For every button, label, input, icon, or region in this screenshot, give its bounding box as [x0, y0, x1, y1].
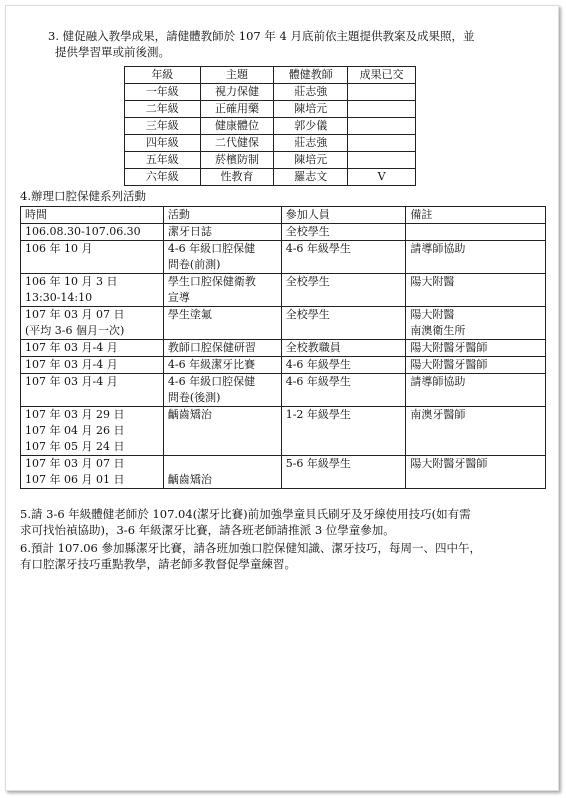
table-header-row — [21, 207, 546, 224]
section6-line1: 6.預計 107.06 參加縣潔牙比賽，請各班加強口腔保健知識、潔牙技巧，每周一、四中午， — [20, 541, 482, 555]
cell-line: 問卷(前測) — [167, 258, 221, 271]
table-cell — [281, 374, 406, 407]
table-header-row — [125, 67, 416, 84]
section3-line1: 3. 健促融入教學成果，請健體教師於 107 年 4 月底前依主題提供教案及成果照，並 — [48, 29, 475, 43]
table-cell — [163, 374, 281, 407]
table-cell — [163, 456, 281, 489]
cell-line: 107 年 03 月 07 日 — [25, 308, 125, 321]
table-row — [125, 169, 416, 186]
table-cell — [406, 274, 546, 307]
cell-line: 全校學生 — [285, 308, 330, 321]
document-page — [5, 5, 559, 791]
cell-line: (平均 3-6 個月一次) — [25, 324, 125, 337]
cell-line: 教師口腔保健研習 — [167, 341, 256, 354]
table-cell — [163, 307, 281, 340]
table-cell — [348, 84, 416, 101]
table-cell: 健康體位 — [200, 118, 274, 135]
table-cell — [406, 241, 546, 274]
section5-line1: 5.請 3-6 年級體健老師於 107.04(潔牙比賽)前加強學童貝氏刷牙及牙線使用技巧(如有需 — [20, 507, 471, 521]
table-cell — [281, 340, 406, 357]
table-cell — [406, 374, 546, 407]
table-cell: 正確用藥 — [200, 101, 274, 118]
cell-line: 107 年 03 月 07 日 — [25, 457, 125, 470]
cell-line: 學生口腔保健衛教 — [167, 275, 256, 288]
table-cell: 莊志強 — [274, 135, 348, 152]
cell-line: 107 年 03 月-4 月 — [25, 358, 118, 371]
table-row — [125, 101, 416, 118]
table-header-cell: 活動 — [163, 207, 281, 224]
table-cell: 視力保健 — [200, 84, 274, 101]
table-row — [21, 357, 546, 374]
section6-line2: 有口腔潔牙技巧重點教學，請老師多教督促學童練習。 — [20, 557, 296, 571]
table-row — [21, 274, 546, 307]
table-cell — [21, 407, 164, 456]
cell-line: 4-6 年級潔牙比賽 — [167, 358, 256, 371]
table-cell: 陳培元 — [274, 101, 348, 118]
table-cell: 二代健保 — [200, 135, 274, 152]
table-cell — [281, 407, 406, 456]
table-row — [125, 152, 416, 169]
table-header-cell: 備註 — [406, 207, 546, 224]
table-cell: 性教育 — [200, 169, 274, 186]
table-cell: 五年級 — [125, 152, 201, 169]
cell-line: 13:30-14:10 — [25, 291, 93, 304]
table-cell — [348, 101, 416, 118]
cell-line: 107 年 03 月-4 月 — [25, 375, 118, 388]
section6-text — [20, 540, 481, 572]
table-cell: 二年級 — [125, 101, 201, 118]
cell-line: 潔牙日誌 — [167, 225, 212, 238]
cell-line: 5-6 年級學生 — [285, 457, 351, 470]
cell-line: 107 年 03 月-4 月 — [25, 341, 118, 354]
table-header-cell: 參加人員 — [281, 207, 406, 224]
table-row — [21, 307, 546, 340]
table-cell — [21, 357, 164, 374]
cell-line: 107 年 04 月 26 日 — [25, 424, 125, 437]
table-cell — [348, 118, 416, 135]
table-cell — [163, 241, 281, 274]
health-teaching-table — [124, 66, 416, 186]
table-cell — [281, 274, 406, 307]
table-cell — [21, 307, 164, 340]
cell-line: 宣導 — [167, 291, 190, 304]
table-cell — [281, 241, 406, 274]
cell-line: 4-6 年級口腔保健 — [167, 375, 256, 388]
table-row — [21, 374, 546, 407]
cell-line: 4-6 年級口腔保健 — [167, 242, 256, 255]
cell-line: 全校學生 — [285, 225, 330, 238]
table-cell — [281, 357, 406, 374]
cell-line: 106 年 10 月 3 日 — [25, 275, 118, 288]
table-cell — [406, 357, 546, 374]
table-header-cell: 時間 — [21, 207, 164, 224]
table-cell: 羅志文 — [274, 169, 348, 186]
table-cell: 年級 — [125, 67, 201, 84]
table-cell: 成果已交 — [348, 67, 416, 84]
cell-line: 陽大附醫牙醫師 — [410, 341, 488, 354]
table-cell: 六年級 — [125, 169, 201, 186]
section3-line2: 提供學習單或前後測。 — [55, 45, 170, 59]
cell-line: 陽大附醫 — [410, 308, 455, 321]
table-cell — [21, 456, 164, 489]
cell-line: 全校學生 — [285, 275, 330, 288]
table-row — [21, 456, 546, 489]
cell-line: 107 年 03 月 29 日 — [25, 408, 125, 421]
table-cell: 陳培元 — [274, 152, 348, 169]
cell-line: 陽大附醫牙醫師 — [410, 358, 488, 371]
cell-line: 陽大附醫牙醫師 — [410, 457, 488, 470]
section5-text — [20, 506, 471, 538]
table-cell — [163, 224, 281, 241]
section3-text — [48, 28, 475, 60]
table-cell — [163, 274, 281, 307]
table-cell — [348, 135, 416, 152]
table-cell — [21, 224, 164, 241]
cell-line: 全校教職員 — [285, 341, 341, 354]
table-row — [21, 241, 546, 274]
cell-line: 學生塗氟 — [167, 308, 212, 321]
cell-line: 南澳牙醫師 — [410, 408, 466, 421]
table-cell — [21, 340, 164, 357]
table-cell: 一年級 — [125, 84, 201, 101]
table-row — [125, 135, 416, 152]
cell-line: 106.08.30-107.06.30 — [25, 225, 141, 238]
table-cell: 體健教師 — [274, 67, 348, 84]
table-cell — [406, 307, 546, 340]
cell-line: 107 年 06 月 01 日 — [25, 473, 125, 486]
table-cell — [21, 374, 164, 407]
section4-title: 4.辦理口腔保健系列活動 — [20, 189, 146, 203]
cell-line: 南澳衛生所 — [410, 324, 466, 337]
cell-line: 107 年 05 月 24 日 — [25, 440, 125, 453]
table-cell — [21, 274, 164, 307]
table-cell — [281, 307, 406, 340]
table-row — [21, 340, 546, 357]
cell-line: 齲齒矯治 — [167, 408, 212, 421]
cell-line: 4-6 年級學生 — [285, 375, 351, 388]
table-row — [125, 118, 416, 135]
table-cell — [406, 456, 546, 489]
cell-line: 4-6 年級學生 — [285, 242, 351, 255]
table-cell: V — [348, 169, 416, 186]
oral-health-activities-table — [20, 206, 546, 489]
cell-line: 106 年 10 月 — [25, 242, 93, 255]
cell-line: 問卷(後測) — [167, 391, 221, 404]
table-cell — [406, 224, 546, 241]
cell-line: 4-6 年級學生 — [285, 358, 351, 371]
cell-line: 請導師協助 — [410, 242, 466, 255]
table-cell — [406, 407, 546, 456]
table-cell: 莊志強 — [274, 84, 348, 101]
table-cell — [163, 407, 281, 456]
table-cell — [281, 224, 406, 241]
cell-line: 1-2 年級學生 — [285, 408, 351, 421]
table-cell — [21, 241, 164, 274]
table-cell: 四年級 — [125, 135, 201, 152]
table-cell — [163, 357, 281, 374]
table-cell: 三年級 — [125, 118, 201, 135]
table-row — [21, 407, 546, 456]
table-cell — [406, 340, 546, 357]
table-cell: 主題 — [200, 67, 274, 84]
table-cell: 郭少儀 — [274, 118, 348, 135]
table-cell: 菸檳防制 — [200, 152, 274, 169]
table-cell — [348, 152, 416, 169]
cell-line — [410, 224, 541, 240]
table-cell — [281, 456, 406, 489]
cell-line: 請導師協助 — [410, 375, 466, 388]
table-row — [125, 84, 416, 101]
cell-line — [168, 456, 277, 472]
cell-line: 齲齒矯治 — [167, 473, 212, 486]
cell-line: 陽大附醫 — [410, 275, 455, 288]
table-cell — [163, 340, 281, 357]
table-row — [21, 224, 546, 241]
section5-line2: 求可找怡禎協助)，3-6 年級潔牙比賽，請各班老師請推派 3 位學童參加。 — [20, 523, 395, 537]
